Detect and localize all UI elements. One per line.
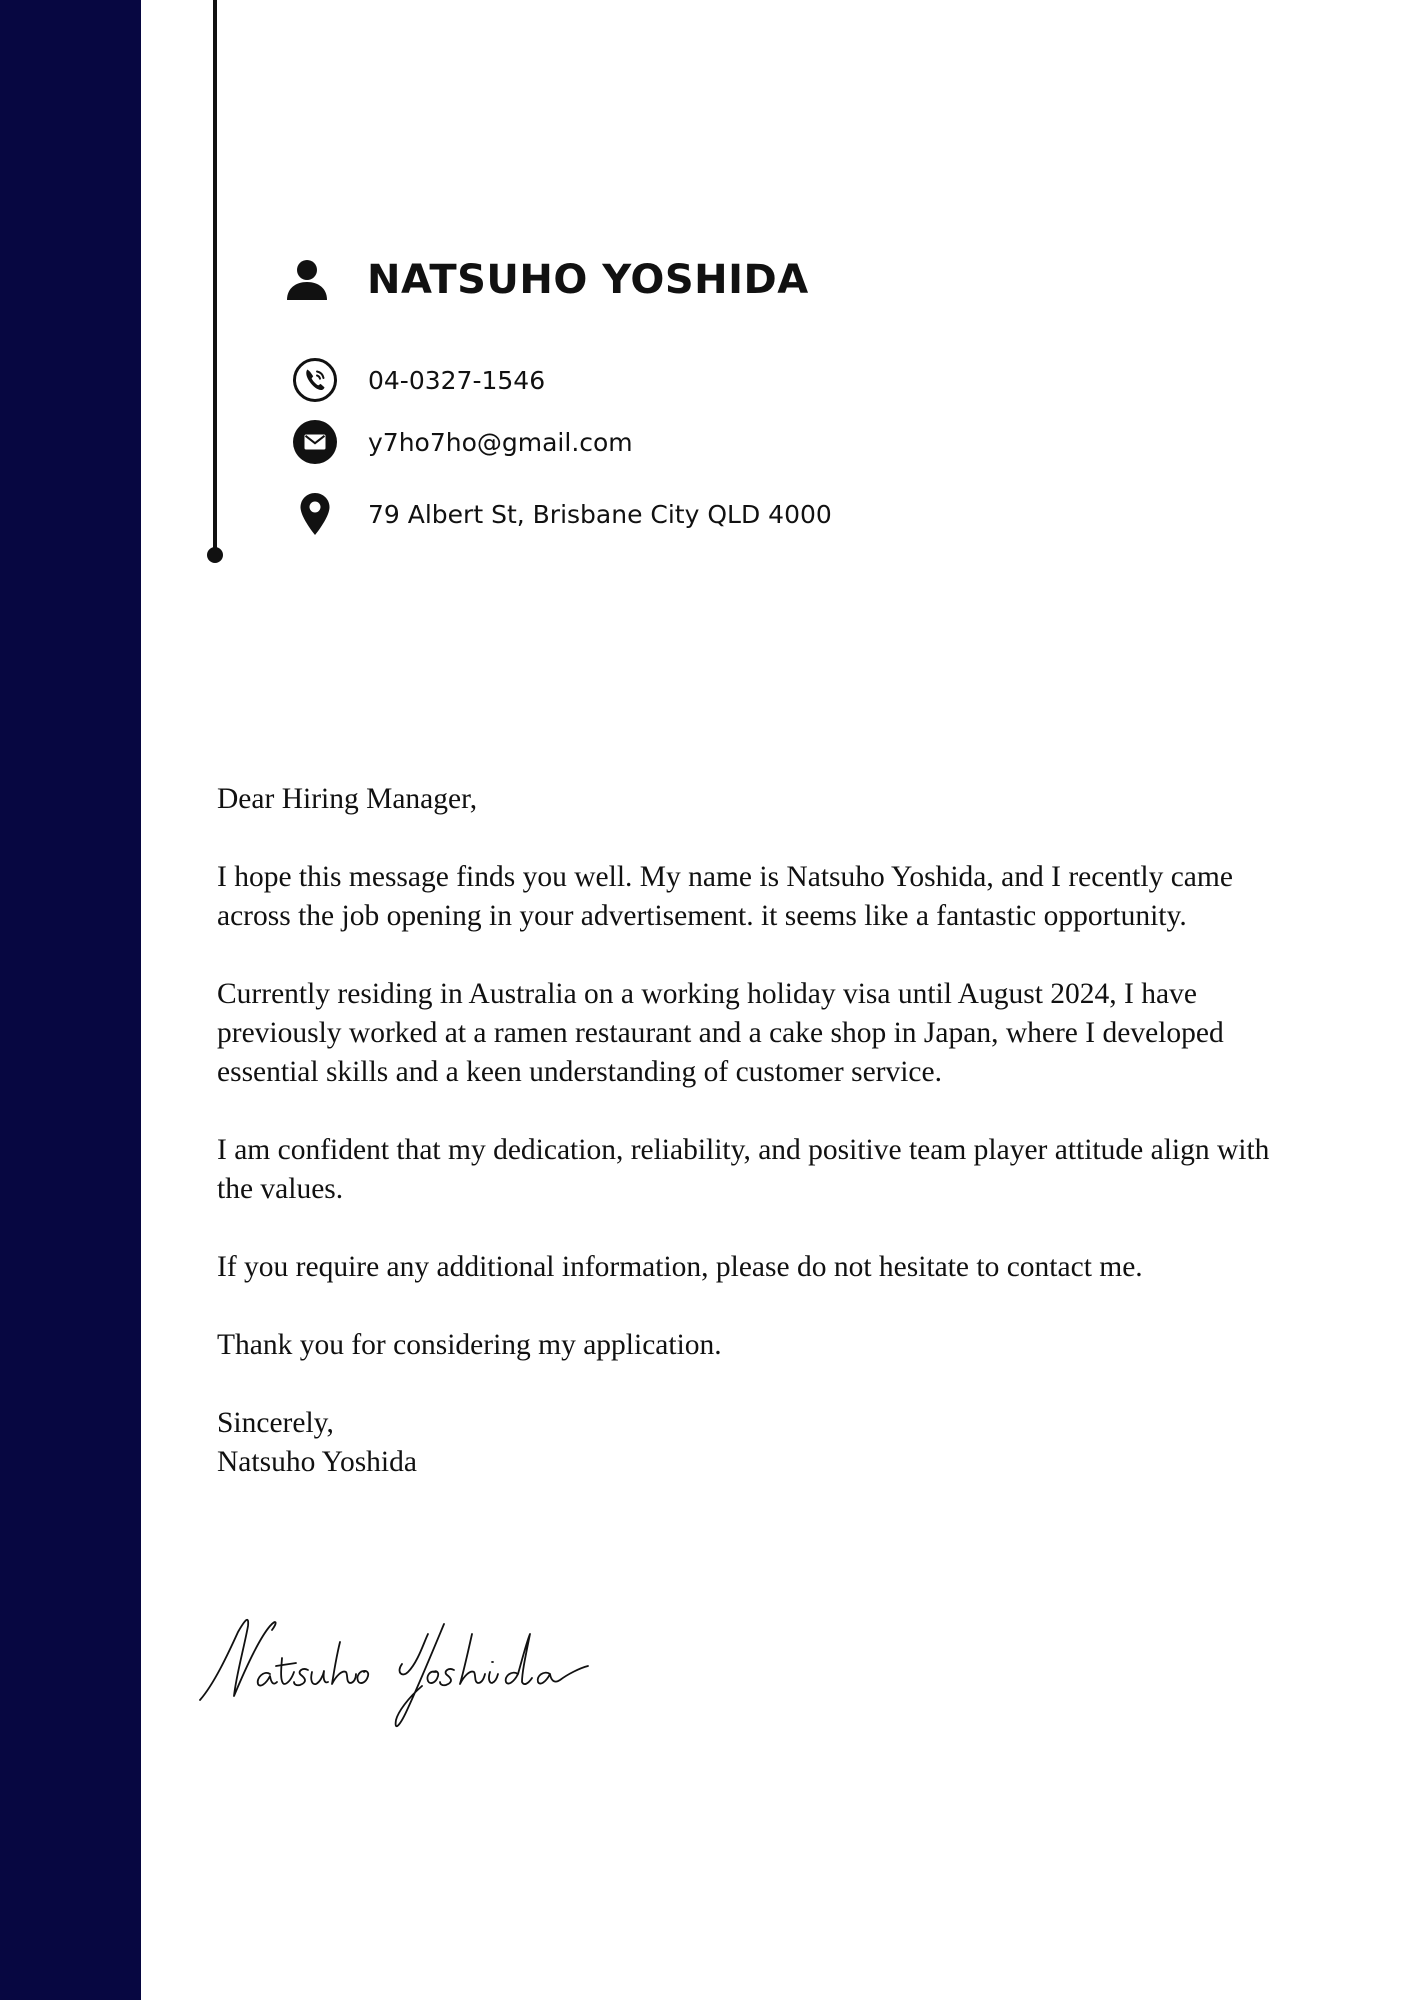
letter-paragraph: If you require any additional information, please do not hesitate to contact me. (217, 1251, 1143, 1283)
contact-address-row (292, 489, 832, 539)
envelope-icon (292, 419, 338, 465)
letter-salutation: Dear Hiring Manager, (217, 783, 478, 815)
person-icon (286, 259, 328, 301)
letter-closing (217, 1404, 1277, 1482)
contact-phone: 04-0327-1546 (368, 365, 546, 395)
contact-email[interactable]: y7ho7ho@gmail.com (368, 427, 633, 457)
contact-address: 79 Albert St, Brisbane City QLD 4000 (368, 499, 832, 529)
header-vertical-line (213, 0, 217, 553)
applicant-name: NATSUHO YOSHIDA (367, 257, 809, 303)
letter-sender-name: Natsuho Yoshida (217, 1446, 417, 1478)
header-name-row (286, 252, 809, 308)
letter-paragraph: Thank you for considering my application. (217, 1329, 722, 1361)
sidebar-accent-stripe (0, 0, 141, 2000)
location-pin-icon (292, 491, 338, 537)
contact-email-row (292, 417, 633, 467)
contact-phone-row (292, 355, 545, 405)
header-line-end-dot (207, 547, 223, 563)
letter-sign-off: Sincerely, (217, 1407, 334, 1439)
handwritten-signature (196, 1612, 636, 1742)
letter-paragraph: Currently residing in Australia on a working holiday visa until August 2024, I have previously worked at a ramen restaurant and a cake shop in Japan, where I developed essential skills and a keen understanding of customer service. (217, 978, 1224, 1088)
letter-body (217, 780, 1277, 1482)
phone-icon (292, 357, 338, 403)
letter-paragraph: I am confident that my dedication, reliability, and positive team player attitude align with the values. (217, 1134, 1270, 1205)
letter-paragraph: I hope this message finds you well. My name is Natsuho Yoshida, and I recently came across the job opening in your advertisement. it seems like a fantastic opportunity. (217, 861, 1233, 932)
